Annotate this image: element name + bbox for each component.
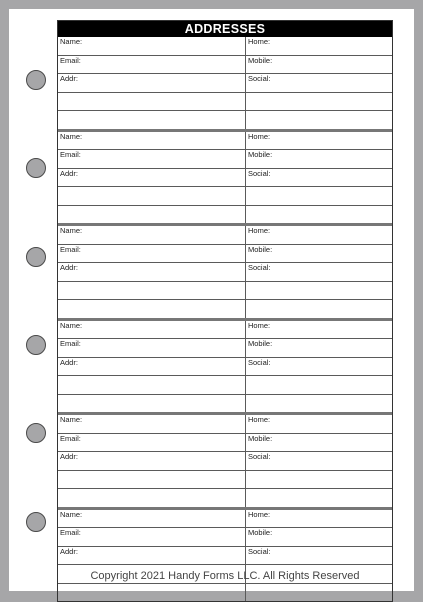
entry-row [58,262,392,281]
home-field[interactable]: Home: [248,131,271,141]
blank-line-field[interactable] [246,395,392,413]
entry-row [58,527,392,546]
blank-line-field[interactable] [58,584,246,602]
email-field[interactable]: Email: [58,245,246,263]
entry-row [58,546,392,565]
social-field[interactable]: Social: [248,452,271,461]
email-field[interactable]: Email: [58,150,246,168]
entry-row [58,510,392,528]
addr-field[interactable]: Addr: [58,74,246,92]
blank-line-field[interactable] [58,395,246,413]
address-entry [58,129,392,224]
blank-line-field[interactable] [58,471,246,489]
addr-field[interactable]: Addr: [58,263,246,281]
mobile-field[interactable]: Mobile: [248,528,273,537]
entry-row [58,451,392,470]
entry-row [58,375,392,394]
entry-row [58,338,392,357]
name-field[interactable]: Name: [58,226,246,244]
name-field[interactable]: Name: [58,132,246,150]
blank-line-field[interactable] [246,584,392,602]
binder-hole [26,423,46,443]
mobile-field[interactable]: Mobile: [248,244,273,254]
entry-row [58,394,392,413]
blank-line-field[interactable] [58,206,246,224]
entry-row [58,244,392,263]
email-field[interactable]: Email: [58,434,246,452]
binder-hole [26,335,46,355]
entry-row [58,299,392,318]
entry-row [58,92,392,111]
mobile-field[interactable]: Mobile: [248,55,273,65]
mobile-field[interactable]: Mobile: [248,339,273,348]
name-field[interactable]: Name: [58,321,246,339]
blank-line-field[interactable] [246,300,392,318]
entry-row [58,132,392,150]
blank-line-field[interactable] [246,376,392,394]
binder-hole [26,70,46,90]
addr-field[interactable]: Addr: [58,358,246,376]
home-field[interactable]: Home: [248,320,271,330]
entry-row [58,321,392,339]
blank-line-field[interactable] [246,206,392,224]
blank-line-field[interactable] [246,282,392,300]
home-field[interactable]: Home: [248,37,271,46]
mobile-field[interactable]: Mobile: [248,150,273,159]
social-field[interactable]: Social: [248,357,271,367]
entry-row [58,55,392,74]
home-field[interactable]: Home: [248,226,271,235]
social-field[interactable]: Social: [248,263,271,272]
addr-field[interactable]: Addr: [58,452,246,470]
entry-row [58,186,392,205]
address-form [57,20,393,602]
blank-line-field[interactable] [58,489,246,507]
email-field[interactable]: Email: [58,339,246,357]
binder-hole [26,247,46,267]
blank-line-field[interactable] [246,471,392,489]
blank-line-field[interactable] [58,300,246,318]
address-entry [58,507,392,602]
entry-row [58,205,392,224]
addr-field[interactable]: Addr: [58,547,246,565]
entry-row [58,357,392,376]
name-field[interactable]: Name: [58,415,246,433]
binder-hole [26,158,46,178]
entry-row [58,488,392,507]
social-field[interactable]: Social: [248,168,271,178]
entry-row [58,415,392,433]
entry-row [58,149,392,168]
blank-line-field[interactable] [58,111,246,129]
address-entry [58,37,392,129]
entry-row [58,583,392,602]
entry-row [58,281,392,300]
mobile-field[interactable]: Mobile: [248,433,273,443]
entries-container [58,37,392,601]
blank-line-field[interactable] [246,187,392,205]
entry-row [58,168,392,187]
blank-line-field[interactable] [246,93,392,111]
entry-row [58,226,392,244]
entry-row [58,433,392,452]
social-field[interactable]: Social: [248,546,271,556]
entry-row [58,73,392,92]
entry-row [58,110,392,129]
email-field[interactable]: Email: [58,56,246,74]
entry-row [58,37,392,55]
blank-line-field[interactable] [58,282,246,300]
name-field[interactable]: Name: [58,37,246,55]
blank-line-field[interactable] [246,489,392,507]
name-field[interactable]: Name: [58,510,246,528]
address-entry [58,412,392,507]
entry-row [58,470,392,489]
blank-line-field[interactable] [58,376,246,394]
home-field[interactable]: Home: [248,509,271,519]
binder-hole [26,512,46,532]
blank-line-field[interactable] [58,93,246,111]
home-field[interactable]: Home: [248,415,271,424]
social-field[interactable]: Social: [248,74,271,83]
form-title: ADDRESSES [58,21,392,37]
addr-field[interactable]: Addr: [58,169,246,187]
copyright-footer: Copyright 2021 Handy Forms LLC. All Rights Reserved [90,570,360,582]
blank-line-field[interactable] [58,187,246,205]
blank-line-field[interactable] [246,111,392,129]
address-entry [58,223,392,318]
address-entry [58,318,392,413]
email-field[interactable]: Email: [58,528,246,546]
